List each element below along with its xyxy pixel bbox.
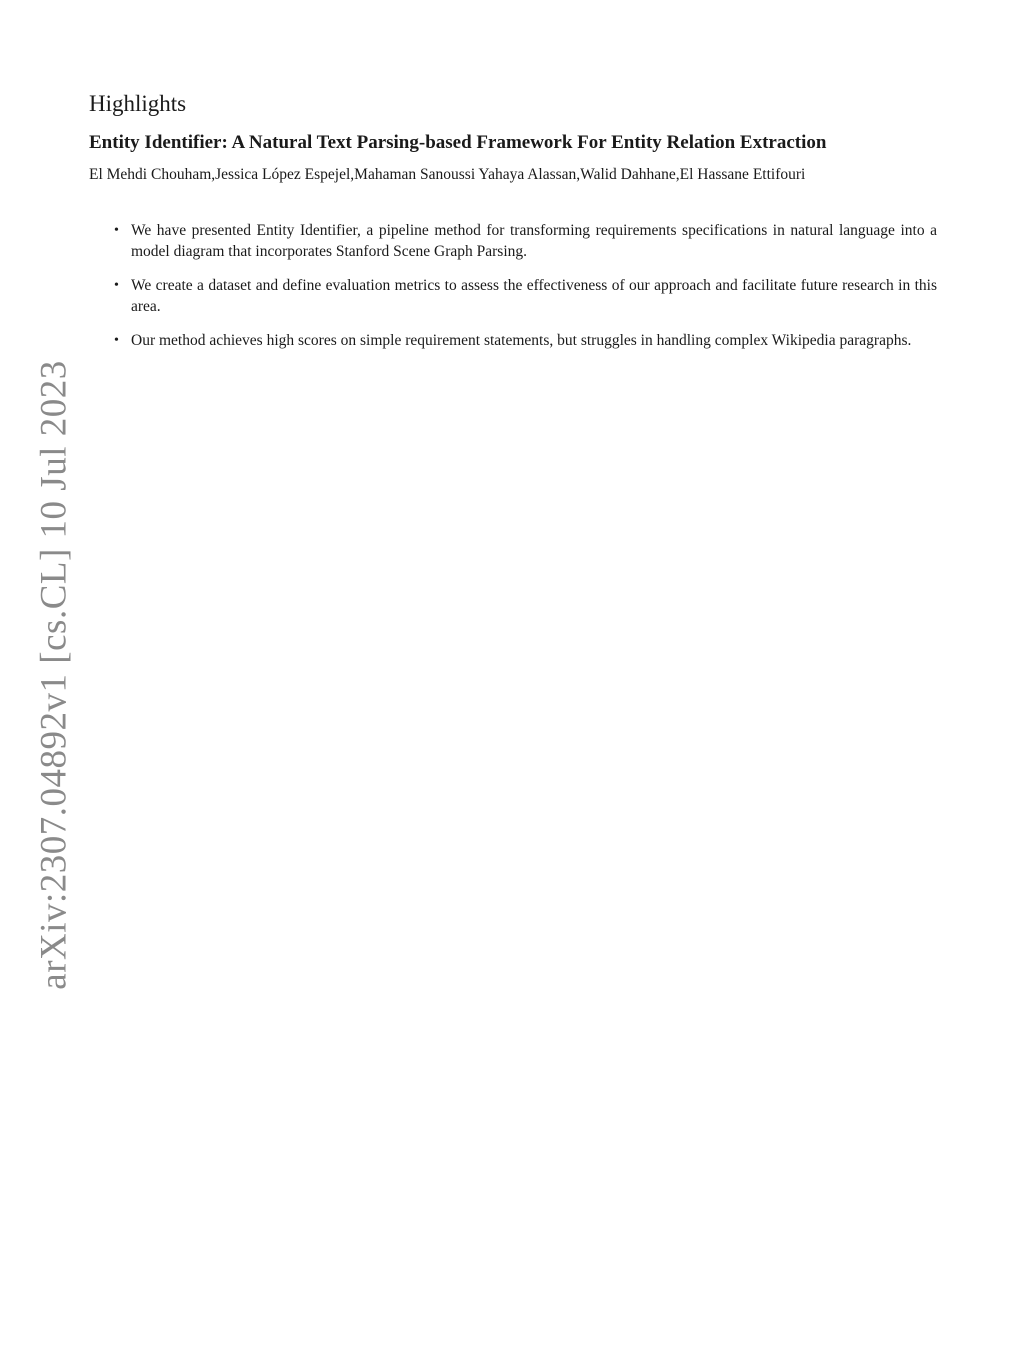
section-heading: Highlights (89, 91, 187, 116)
highlight-text: We have presented Entity Identifier, a pipeline method for transforming requirements specifications in natural language into a model diagram that incorporates Stanford Scene Graph Parsing. (131, 222, 937, 260)
author-list: El Mehdi Chouham,Jessica López Espejel,Mahaman Sanoussi Yahaya Alassan,Walid Dahhane,El Hassane Ettifouri (89, 166, 806, 183)
highlights-content (89, 88, 937, 364)
highlight-item (114, 275, 937, 317)
bullet-icon: • (114, 278, 119, 293)
highlight-text: We create a dataset and define evaluation metrics to assess the effectiveness of our approach and facilitate future research in this area. (131, 277, 937, 315)
highlights-list (89, 220, 937, 351)
bullet-icon: • (114, 223, 119, 238)
paper-title: Entity Identifier: A Natural Text Parsing-based Framework For Entity Relation Extraction (89, 132, 827, 153)
bullet-icon: • (114, 333, 119, 348)
arxiv-identifier-stamp: arXiv:2307.04892v1 [cs.CL] 10 Jul 2023 (33, 360, 75, 990)
highlight-text: Our method achieves high scores on simple requirement statements, but struggles in handling complex Wikipedia paragraphs. (131, 332, 912, 349)
highlight-item (114, 330, 937, 351)
highlight-item (114, 220, 937, 262)
